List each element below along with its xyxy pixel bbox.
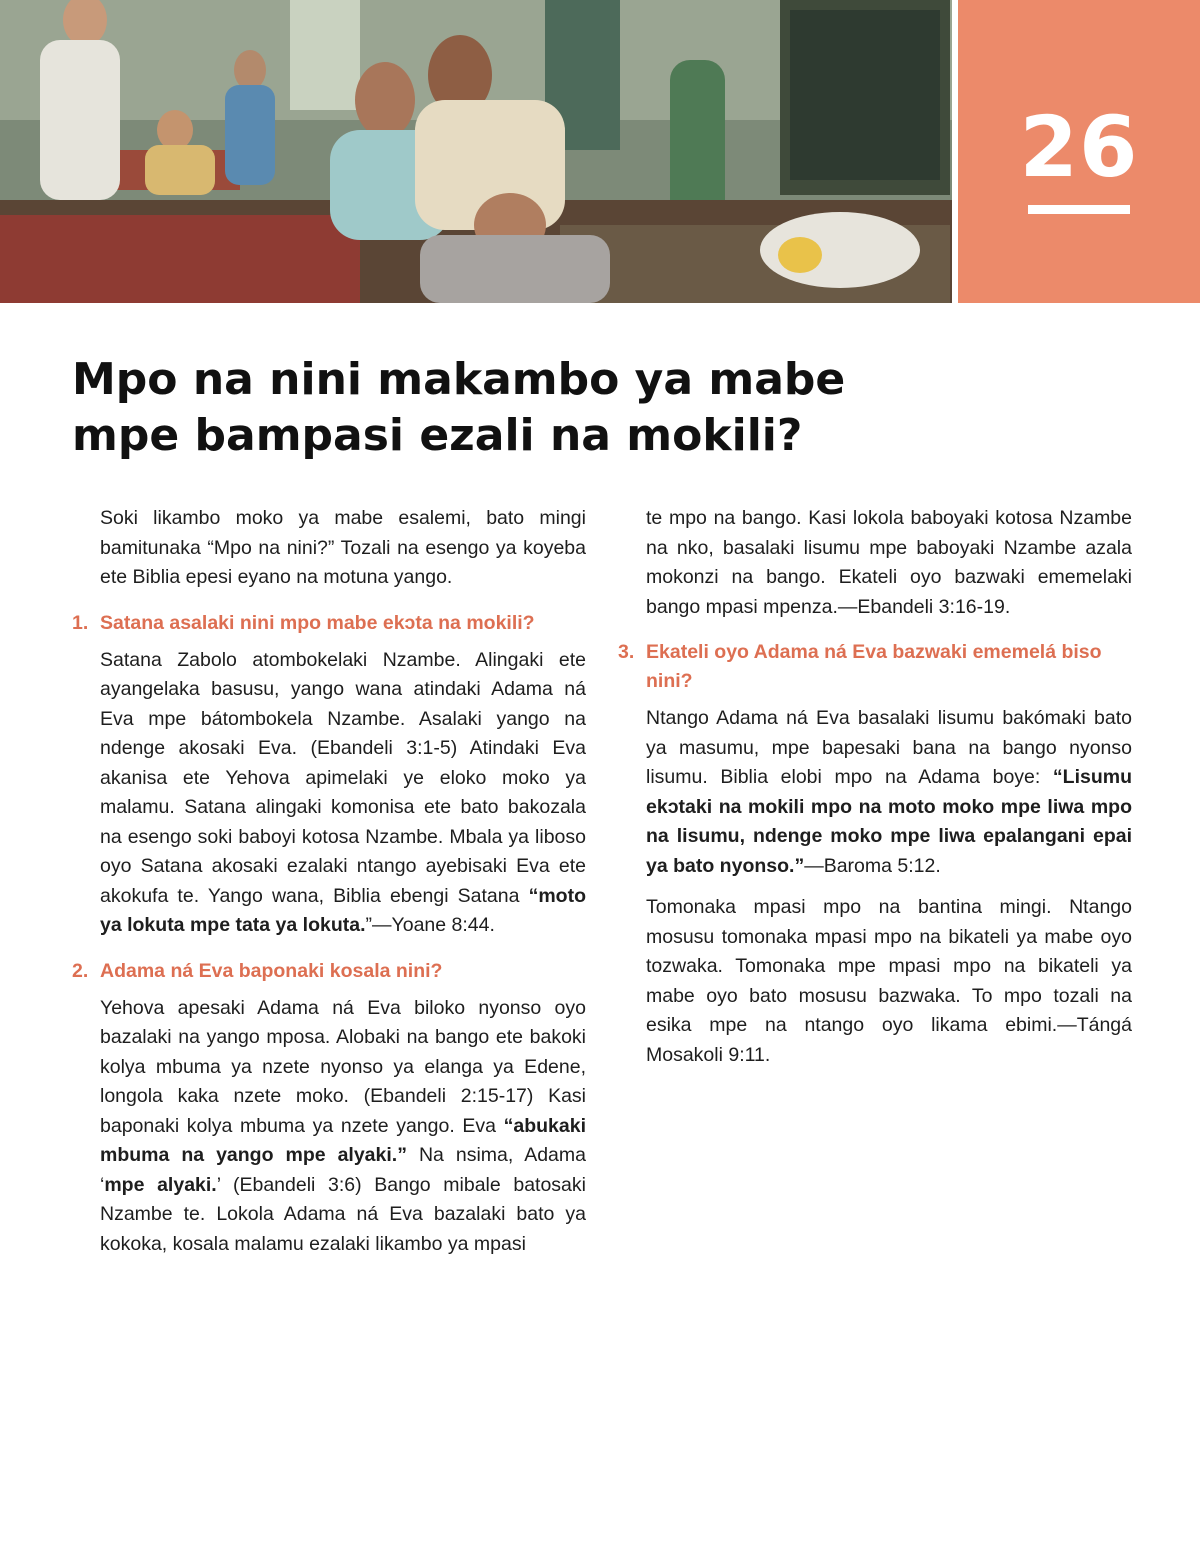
left-column — [72, 504, 586, 1271]
question-text: Satana asalaki nini mpo mabe ekɔta na mokili? — [100, 611, 535, 634]
question-number: 2. — [72, 959, 89, 982]
paragraph-text: ’ (Ebandeli 3:6) Bango mibale batosaki Nzambe te. Lokola Adama ná Eva bazalaki bato ya kokoka, kosala malamu ezalaki likambo ya mpasi — [100, 1173, 586, 1255]
section-2-paragraph — [100, 994, 586, 1260]
bold-quote: “abukaki mbuma na yango mpe alyaki.” — [100, 1114, 586, 1166]
question-number: 3. — [618, 641, 635, 663]
lesson-number: 26 — [1019, 98, 1139, 196]
question-text: Adama ná Eva baponaki kosala nini? — [100, 959, 443, 982]
paragraph-text: Yehova apesaki Adama ná Eva biloko nyonso oyo bazalaki na yango mposa. Alobaki na bango ete bakoki kolya mbuma ya nzete nyonso ya elanga ya Edene, longola kaka nzete moko. (Ebandeli 2:15-17) Kasi baponaki kolya mbuma ya nzete yango. Eva — [100, 996, 586, 1137]
scripture-reference: ”—Yoane 8:44. — [365, 914, 495, 936]
bold-quote: “Lisumu ekɔtaki na mokili mpo na moto moko mpe liwa mpo na lisumu, ndenge moko mpe liwa epalangani epai ya bato nyonso.” — [646, 766, 1132, 877]
page-title: Mpo na nini makambo ya mabe mpe bampasi ezali na mokili? — [72, 354, 846, 461]
section-3-paragraph-1 — [646, 704, 1132, 881]
bold-quote: mpe alyaki. — [104, 1173, 217, 1196]
paragraph-text: Ntango Adama ná Eva basalaki lisumu bakómaki bato ya masumu, mpe bapesaki bana na bango nyonso lisumu. Biblia elobi mpo na Adama boye: — [646, 707, 1132, 788]
hospital-scene-illustration — [0, 0, 952, 303]
question-text: Ekateli oyo Adama ná Eva bazwaki ememelá biso nini? — [646, 641, 1102, 692]
intro-paragraph: Soki likambo moko ya mabe esalemi, bato mingi bamitunaka “Mpo na nini?” Tozali na esengo ya koyeba ete Biblia epesi eyano na motuna yango. — [100, 507, 586, 588]
section-3-paragraph-2: Tomonaka mpasi mpo na bantina mingi. Ntango mosusu tomonaka mpasi mpo na bikateli ya mabe oyo tozwaka. Tomonaka mpe mpasi mpo na bikateli ya mabe oyo bato mosusu bazwaka. To mpo tozali na esika mpe na ntango oyo likama ebimi.—Tángá Mosakoli 9:11. — [646, 896, 1132, 1066]
bold-quote: “moto ya lokuta mpe tata ya lokuta. — [100, 884, 586, 936]
question-1-heading — [72, 609, 586, 638]
question-3-heading — [618, 638, 1132, 696]
paragraph-text: Satana Zabolo atombokelaki Nzambe. Alingaki ete ayangelaka basusu, yango wana atindaki Adama ná Eva mpe bátombokela Nzambe. Asalaki yango na ndenge akosaki Eva. (Ebandeli 3:1-5) Atindaki Eva akanisa ete Yehova apimelaki ye eloko moko ya malamu. Satana alingaki komonisa ete bato bakozala na esengo soki baboyi kotosa Nzambe. Mbala ya liboso oyo Satana akosaki ezalaki ntango ayebisaki Eva ete akokufa te. Yango wana, Biblia ebengi Satana — [100, 648, 586, 907]
scripture-reference: —Baroma 5:12. — [804, 854, 941, 877]
hero-photo — [0, 0, 952, 303]
paragraph-text: Na nsima, Adama ‘ — [100, 1144, 586, 1196]
right-column — [618, 504, 1132, 1082]
lesson-number-badge — [958, 0, 1200, 303]
section-1-paragraph — [100, 646, 586, 941]
question-number: 1. — [72, 611, 89, 634]
question-2-heading — [72, 957, 586, 986]
badge-underline — [1028, 205, 1130, 214]
section-2-paragraph-continued: te mpo na bango. Kasi lokola baboyaki kotosa Nzambe na nko, basalaki lisumu mpe baboyaki Nzambe azala mokonzi na bango. Ekateli oyo bazwaki ememelaki bango mpasi mpenza.—Ebandeli 3:16-19. — [646, 507, 1132, 618]
